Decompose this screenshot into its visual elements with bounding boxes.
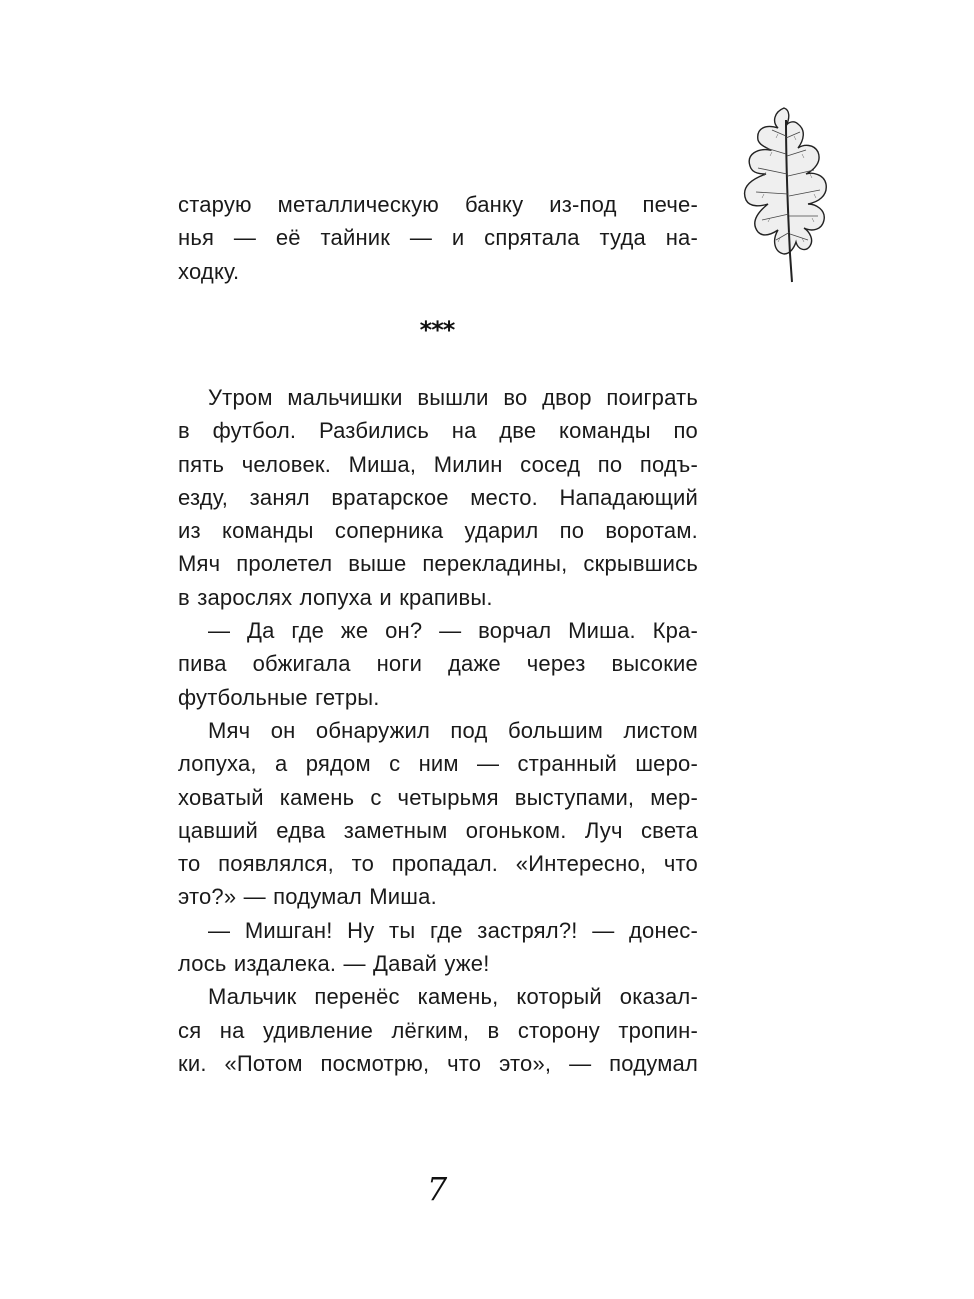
text-line: нья — её тайник — и спрятала туда на-: [178, 225, 698, 251]
text-line: в зарослях лопуха и крапивы.: [178, 584, 493, 610]
section-separator: ***: [419, 316, 455, 344]
text-line: ки. «Потом посмотрю, что это», — подумал: [178, 1050, 698, 1076]
text-line: ходку.: [178, 258, 240, 284]
text-line: футбольные гетры.: [178, 684, 380, 710]
story-text: [178, 381, 698, 1080]
page-number: 7: [426, 1170, 448, 1208]
text-line: Мяч он обнаружил под большим листом: [208, 717, 698, 743]
oak-leaf-icon: [722, 104, 840, 286]
text-line: ховатый камень с четырьмя выступами, мер-: [178, 784, 698, 810]
text-line: ся на удивление лёгким, в сторону тропин-: [178, 1017, 698, 1043]
text-line: пять человек. Миша, Милин сосед по подъ-: [178, 451, 698, 477]
text-line: пива обжигала ноги даже через высокие: [178, 651, 698, 677]
text-line: Мальчик перенёс камень, который оказал-: [208, 984, 698, 1010]
text-line: Мяч пролетел выше перекладины, скрывшись: [178, 551, 698, 577]
text-line: то появлялся, то пропадал. «Интересно, что: [178, 851, 698, 877]
text-line: из команды соперника ударил по воротам.: [178, 518, 698, 544]
text-line: езду, занял вратарское место. Нападающий: [178, 484, 698, 510]
text-line: — Да где же он? — ворчал Миша. Кра-: [208, 618, 698, 644]
text-line: цавший едва заметным огоньком. Луч света: [178, 817, 698, 843]
text-line: лось издалека. — Давай уже!: [178, 951, 490, 977]
text-line: старую металлическую банку из-под пече-: [178, 192, 698, 217]
text-line: в футбол. Разбились на две команды по: [178, 418, 698, 444]
text-line: Утром мальчишки вышли во двор поиграть: [208, 385, 698, 410]
text-line: лопуха, а рядом с ним — странный шеро-: [178, 751, 698, 777]
text-line: это?» — подумал Миша.: [178, 884, 437, 910]
continued-paragraph: [178, 188, 698, 288]
text-line: — Мишган! Ну ты где застрял?! — донес-: [208, 917, 698, 943]
